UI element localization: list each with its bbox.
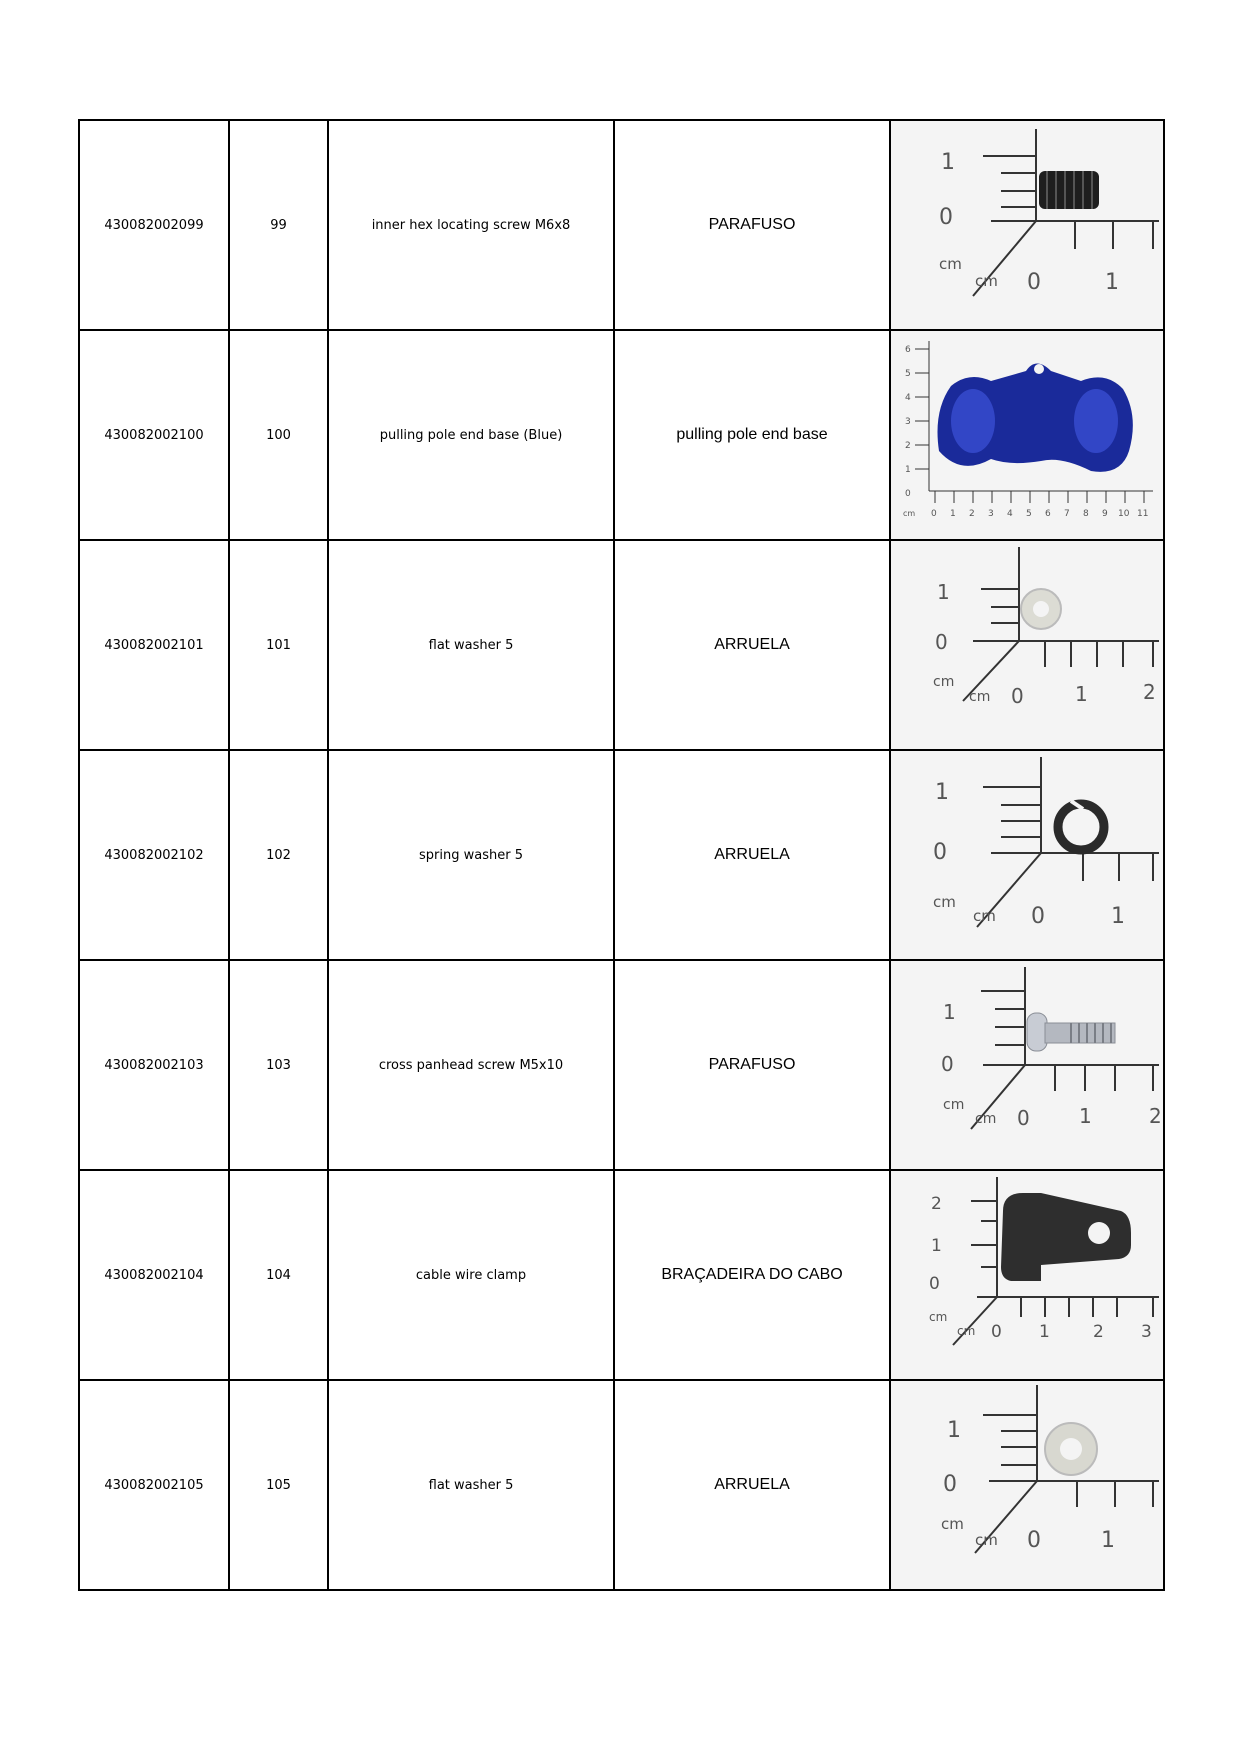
svg-text:0: 0 [943, 1472, 957, 1497]
svg-text:0: 0 [941, 1052, 954, 1076]
svg-text:6: 6 [905, 345, 911, 355]
svg-text:7: 7 [1064, 509, 1070, 519]
svg-text:0: 0 [1017, 1106, 1030, 1130]
svg-text:4: 4 [905, 393, 911, 403]
item-number: 103 [229, 960, 328, 1170]
part-name-pt: pulling pole end base [614, 330, 890, 540]
svg-text:0: 0 [1031, 904, 1045, 929]
svg-text:2: 2 [1149, 1104, 1162, 1128]
part-photo-cell [890, 120, 1164, 330]
part-description: cable wire clamp [328, 1170, 614, 1380]
svg-text:0: 0 [1027, 270, 1041, 295]
svg-text:3: 3 [905, 417, 911, 427]
svg-text:9: 9 [1102, 509, 1108, 519]
part-photo-cell [890, 1170, 1164, 1380]
scale-unit-label: cm [939, 255, 962, 273]
scale-unit-label: cm [957, 1324, 976, 1338]
part-code: 430082002102 [79, 750, 229, 960]
part-name-pt: ARRUELA [614, 1380, 890, 1590]
svg-text:2: 2 [905, 441, 911, 451]
svg-text:3: 3 [988, 509, 994, 519]
part-description: inner hex locating screw M6x8 [328, 120, 614, 330]
table-row [79, 1170, 1164, 1380]
flat-washer-photo [891, 541, 1163, 749]
part-code: 430082002100 [79, 330, 229, 540]
scale-unit-label: cm [943, 1097, 965, 1113]
part-name-pt: PARAFUSO [614, 960, 890, 1170]
svg-text:1: 1 [1101, 1528, 1115, 1553]
svg-text:2: 2 [969, 509, 975, 519]
svg-text:0: 0 [1011, 684, 1024, 708]
svg-text:0: 0 [929, 1274, 940, 1294]
svg-text:6: 6 [1045, 509, 1051, 519]
part-name-pt: ARRUELA [614, 750, 890, 960]
scale-unit-label: cm [975, 272, 998, 290]
item-number: 104 [229, 1170, 328, 1380]
svg-text:1: 1 [941, 150, 955, 175]
part-description: pulling pole end base (Blue) [328, 330, 614, 540]
svg-text:3: 3 [1141, 1322, 1152, 1342]
svg-text:2: 2 [931, 1194, 942, 1214]
item-number: 101 [229, 540, 328, 750]
scale-unit-label: cm [975, 1531, 998, 1549]
svg-text:1: 1 [935, 780, 949, 805]
part-code: 430082002101 [79, 540, 229, 750]
svg-text:5: 5 [905, 369, 911, 379]
table-row [79, 750, 1164, 960]
svg-text:1: 1 [1111, 904, 1125, 929]
item-number: 105 [229, 1380, 328, 1590]
part-photo-cell [890, 540, 1164, 750]
svg-text:0: 0 [991, 1322, 1002, 1342]
svg-text:0: 0 [935, 630, 948, 654]
svg-text:1: 1 [1079, 1104, 1092, 1128]
part-description: spring washer 5 [328, 750, 614, 960]
svg-text:1: 1 [1105, 270, 1119, 295]
part-description: flat washer 5 [328, 540, 614, 750]
spring-washer-photo [891, 751, 1163, 959]
scale-unit-label: cm [973, 907, 996, 925]
svg-text:0: 0 [905, 489, 911, 499]
svg-text:1: 1 [1075, 682, 1088, 706]
svg-text:1: 1 [931, 1236, 942, 1256]
table-row [79, 1380, 1164, 1590]
part-photo-cell [890, 330, 1164, 540]
svg-text:1: 1 [905, 465, 911, 475]
part-name-pt: BRAÇADEIRA DO CABO [614, 1170, 890, 1380]
flat-washer-photo [891, 1381, 1163, 1589]
svg-text:2: 2 [1143, 680, 1156, 704]
part-description: flat washer 5 [328, 1380, 614, 1590]
svg-text:5: 5 [1026, 509, 1032, 519]
svg-text:1: 1 [943, 1000, 956, 1024]
svg-text:1: 1 [937, 580, 950, 604]
svg-text:0: 0 [1027, 1528, 1041, 1553]
cable-clamp-photo [891, 1171, 1163, 1379]
part-name-pt: PARAFUSO [614, 120, 890, 330]
item-number: 102 [229, 750, 328, 960]
svg-text:2: 2 [1093, 1322, 1104, 1342]
part-code: 430082002104 [79, 1170, 229, 1380]
part-code: 430082002099 [79, 120, 229, 330]
part-photo-cell [890, 960, 1164, 1170]
item-number: 99 [229, 120, 328, 330]
svg-text:10: 10 [1118, 509, 1130, 519]
svg-text:0: 0 [939, 205, 953, 230]
svg-text:0: 0 [933, 840, 947, 865]
svg-text:11: 11 [1137, 509, 1149, 519]
table-row [79, 540, 1164, 750]
table-row [79, 960, 1164, 1170]
hex-screw-photo [891, 121, 1163, 329]
scale-unit-label: cm [903, 509, 916, 518]
item-number: 100 [229, 330, 328, 540]
part-code: 430082002105 [79, 1380, 229, 1590]
scale-unit-label: cm [969, 689, 991, 705]
scale-unit-label: cm [941, 1515, 964, 1533]
svg-text:1: 1 [947, 1418, 961, 1443]
scale-unit-label: cm [975, 1111, 997, 1127]
part-description: cross panhead screw M5x10 [328, 960, 614, 1170]
scale-unit-label: cm [929, 1310, 948, 1324]
svg-text:1: 1 [1039, 1322, 1050, 1342]
table-row [79, 120, 1164, 330]
part-code: 430082002103 [79, 960, 229, 1170]
part-photo-cell [890, 1380, 1164, 1590]
table-row [79, 330, 1164, 540]
svg-text:0: 0 [931, 509, 937, 519]
svg-text:4: 4 [1007, 509, 1013, 519]
svg-text:1: 1 [950, 509, 956, 519]
scale-unit-label: cm [933, 893, 956, 911]
svg-text:8: 8 [1083, 509, 1089, 519]
parts-table [78, 119, 1165, 1591]
part-photo-cell [890, 750, 1164, 960]
panhead-screw-photo [891, 961, 1163, 1169]
scale-unit-label: cm [933, 674, 955, 690]
part-name-pt: ARRUELA [614, 540, 890, 750]
blue-end-base-photo [891, 331, 1163, 539]
